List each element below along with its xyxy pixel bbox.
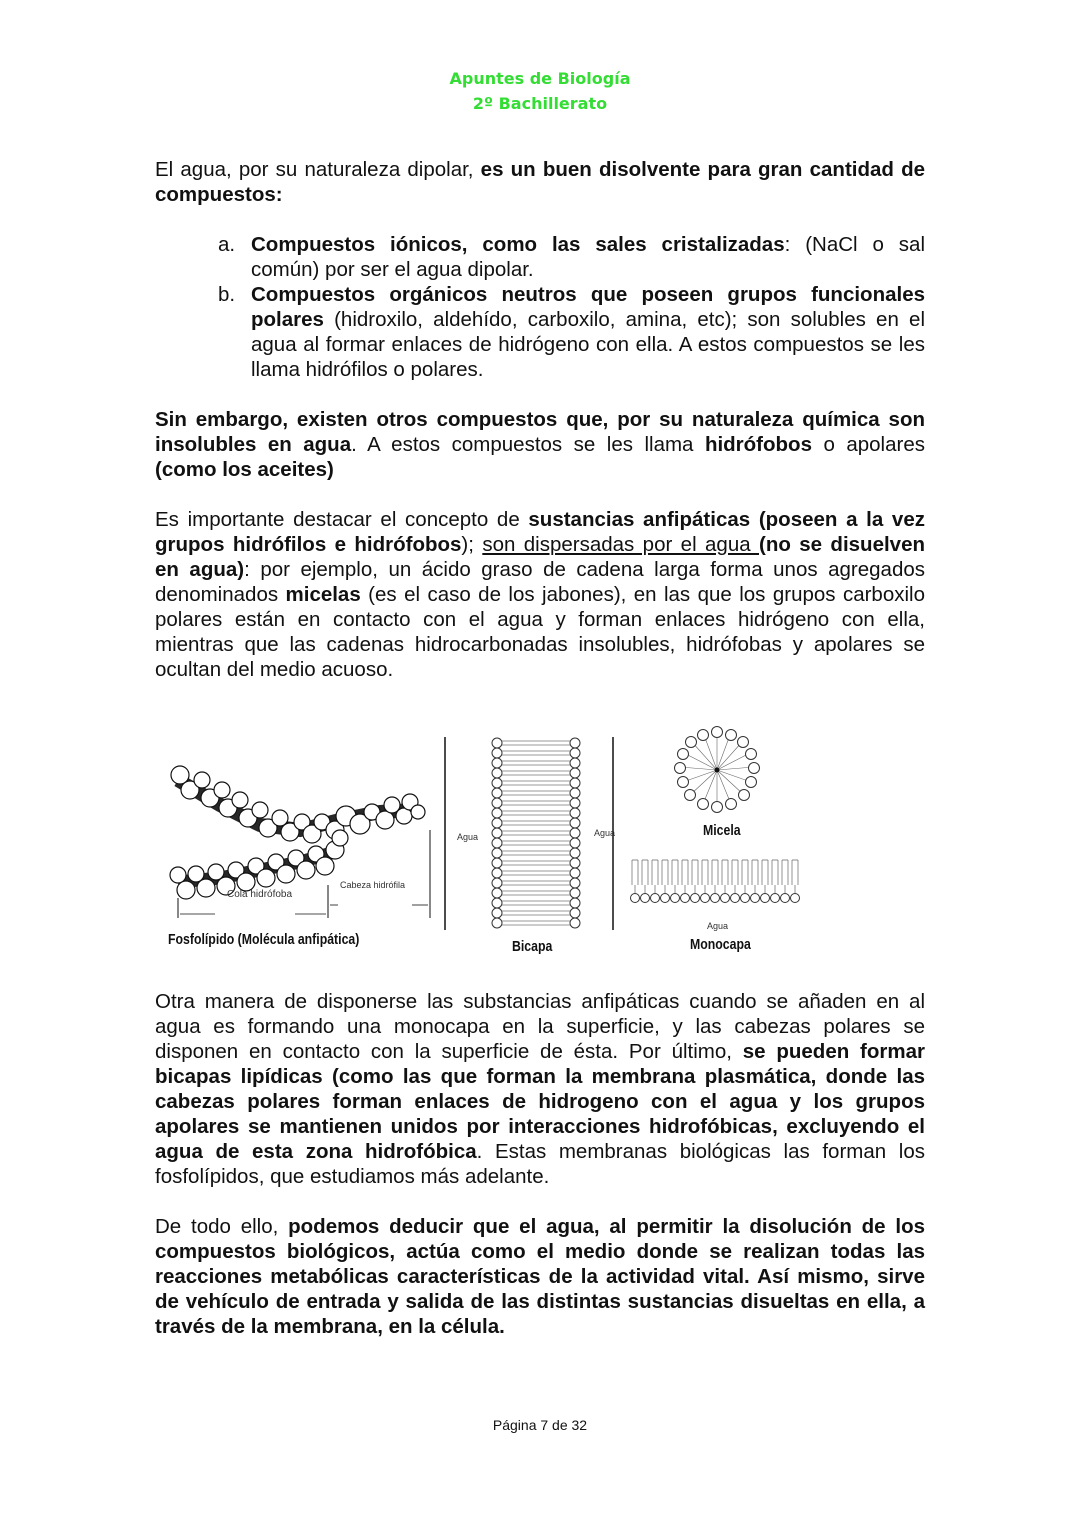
- page-header: [0, 66, 1080, 116]
- bilayer-caption: Bicapa: [512, 938, 553, 955]
- text: . A estos compuestos se les llama: [351, 433, 705, 456]
- amphipathic-structures-figure: [160, 730, 830, 965]
- text: o apolares: [811, 433, 925, 456]
- bold-text: micelas: [285, 583, 361, 606]
- water-label-left: Agua: [457, 832, 479, 842]
- bold-text: (como los aceites): [155, 458, 334, 481]
- bold-text: Compuestos iónicos, como las sales cristalizadas: [251, 233, 785, 256]
- head-label: Cabeza hidrófila: [340, 880, 406, 890]
- text: (hidroxilo, aldehído, carboxilo, amina, etc); son solubles en el agua al formar enlaces de hidrógeno con ella. A estos compuestos se les llama hidrófilos o polares.: [251, 308, 925, 381]
- tail-label: Cola hidrófoba: [227, 889, 293, 900]
- bold-text: Compuestos orgánicos neutros que poseen grupos funcionales polares: [251, 283, 925, 331]
- text: Otra manera de disponerse las substancias anfipáticas cuando se añaden en al agua es formando una monocapa en la superficie, y las cabezas polares se disponen en contacto con la superficie de ésta. Por último,: [155, 990, 925, 1063]
- text: (es el caso de los jabones), en las que los grupos carboxilo polares están en contacto con el agua y forman enlaces hidrógeno con ella, mientras que las cadenas hidrocarbonadas insolubles, hidrófobas y apolares se ocultan del medio acuoso.: [155, 583, 925, 681]
- bilayer-right-divider: [611, 735, 615, 935]
- paragraph-conclusion: [155, 1214, 925, 1339]
- text: );: [461, 533, 483, 556]
- text: De todo ello,: [155, 1215, 289, 1238]
- phospholipid-caption: Fosfolípido (Molécula anfipática): [168, 931, 360, 948]
- bold-text: hidrófobos: [704, 433, 812, 456]
- monolayer-diagram-icon: [628, 855, 808, 910]
- page-number: Página 7 de 32: [492, 1417, 588, 1433]
- phospholipid-molecule-icon: [160, 750, 440, 930]
- list-item: [218, 232, 925, 282]
- bold-text: podemos deducir que el agua, al permitir la disolución de los compuestos biológicos, actúa como el medio donde se realizan todas las reacciones metabólicas características de la actividad vital. Así mismo, sirve de vehículo de entrada y salida de las distintas sustancias disueltas en ella, a través de la membrana, en la célula.: [155, 1215, 925, 1338]
- paragraph-insoluble: [155, 407, 925, 482]
- compound-list: [218, 232, 925, 382]
- text: Es importante destacar el concepto de: [155, 508, 529, 531]
- monolayer-water-label: Agua: [707, 921, 729, 931]
- list-marker: b.: [218, 283, 236, 306]
- text: . Estas membranas biológicas las forman los fosfolípidos, que estudiamos más adelante.: [155, 1140, 925, 1188]
- text: El agua, por su naturaleza dipolar,: [155, 158, 481, 181]
- header-subtitle: 2º Bachillerato: [472, 94, 608, 113]
- paragraph-monolayer: [155, 989, 925, 1189]
- header-title: Apuntes de Biología: [449, 69, 631, 88]
- paragraph-amphipathic: [155, 507, 925, 682]
- page-footer: [0, 1417, 1080, 1433]
- text: : por ejemplo, un ácido graso de cadena larga forma unos agregados denominados: [155, 558, 925, 606]
- bold-text: se pueden formar bicapas lipídicas (como las que forman la membrana plasmática, donde las cabezas polares forman enlaces de hidrogeno con el agua y los grupos apolares se mantienen unidos por interacciones hidrofóbicas, excluyendo el agua de esta zona hidrofóbica: [155, 1040, 925, 1163]
- water-label-right: Agua: [594, 828, 616, 838]
- micelle-caption: Micela: [703, 822, 741, 839]
- text: : (NaCl o sal común) por ser el agua dipolar.: [251, 233, 925, 281]
- bold-text: es un buen disolvente para gran cantidad de compuestos:: [155, 158, 926, 206]
- list-item: [218, 282, 925, 382]
- list-marker: a.: [218, 233, 236, 256]
- bold-text: sustancias anfipáticas (poseen a la vez grupos hidrófilos e hidrófobos: [155, 508, 925, 556]
- bold-text: (no se disuelven en agua): [155, 533, 925, 581]
- bold-text: Sin embargo, existen otros compuestos que, por su naturaleza química son insolubles en agua: [155, 408, 925, 456]
- micelle-diagram-icon: [672, 725, 762, 815]
- monolayer-caption: Monocapa: [690, 936, 751, 953]
- underlined-text: son dispersadas por el agua: [482, 533, 759, 556]
- paragraph-solvent-intro: [155, 157, 925, 207]
